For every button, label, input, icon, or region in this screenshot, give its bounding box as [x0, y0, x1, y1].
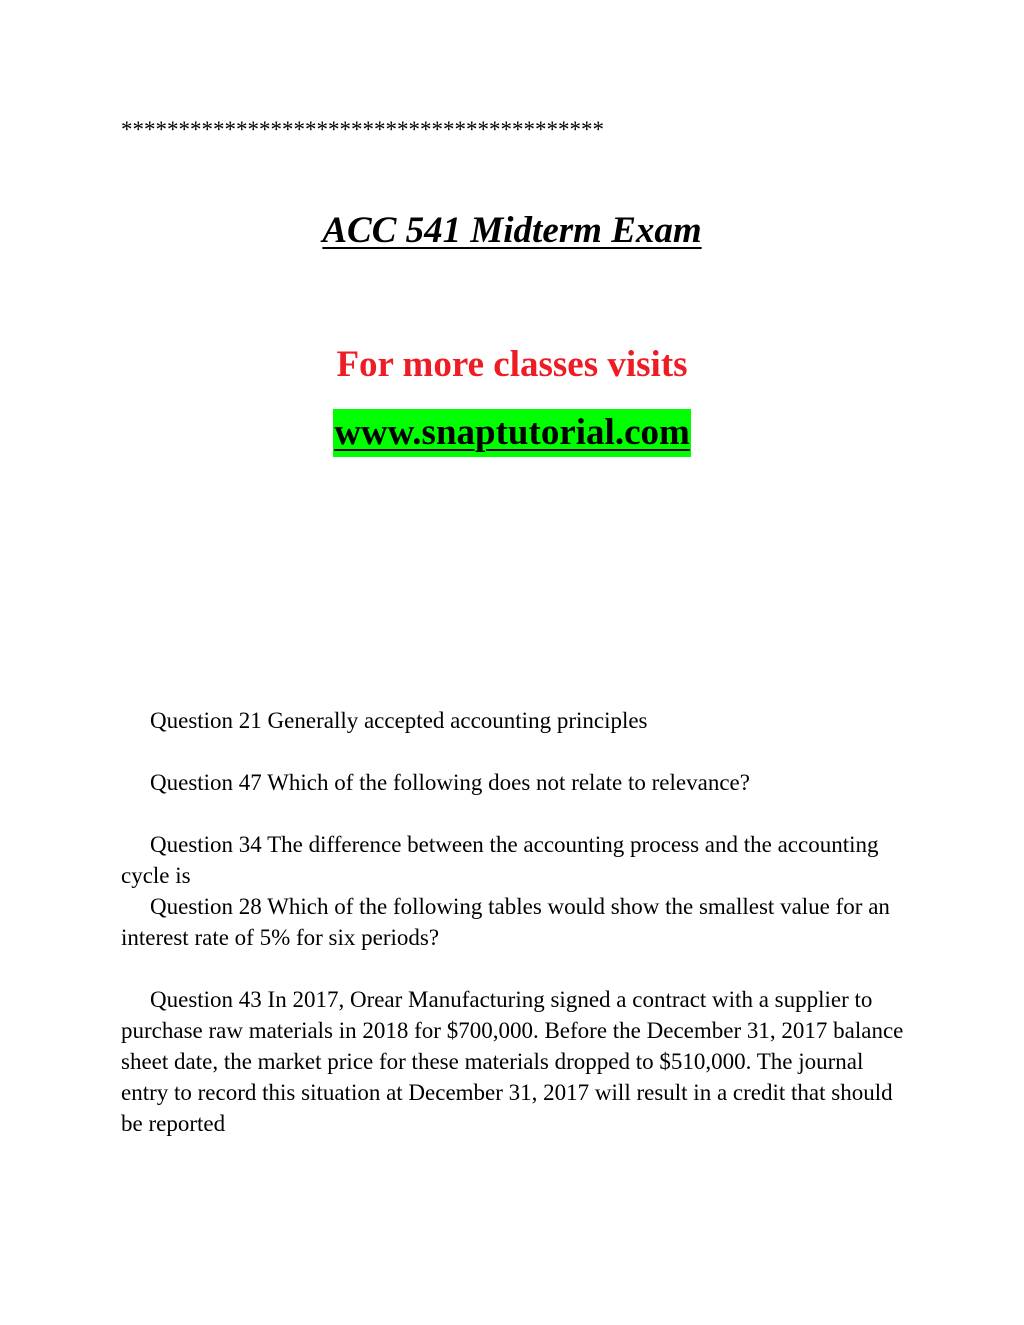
question-list [121, 705, 911, 1139]
asterisk-separator: ****************************************** [121, 117, 604, 142]
promo-text: For more classes visits [336, 344, 688, 385]
question-item: Question 47 Which of the following does not relate to relevance? [150, 770, 750, 795]
question-item: Question 21 Generally accepted accounting principles [150, 708, 648, 733]
question-item: Question 34 The difference between the accounting process and the accounting cycle is [121, 832, 879, 888]
promo-link-container [0, 409, 1024, 457]
page-title: ACC 541 Midterm Exam [322, 210, 702, 251]
question-item: Question 28 Which of the following tables would show the smallest value for an interest rate of 5% for six periods? [121, 894, 890, 950]
website-link[interactable]: www.snaptutorial.com [333, 409, 691, 457]
question-item: Question 43 In 2017, Orear Manufacturing signed a contract with a supplier to purchase raw materials in 2018 for $700,000. Before the December 31, 2017 balance sheet date, the market price for these materials dropped to $510,000. The journal entry to record this situation at December 31, 2017 will result in a credit that should be reported [121, 987, 904, 1136]
